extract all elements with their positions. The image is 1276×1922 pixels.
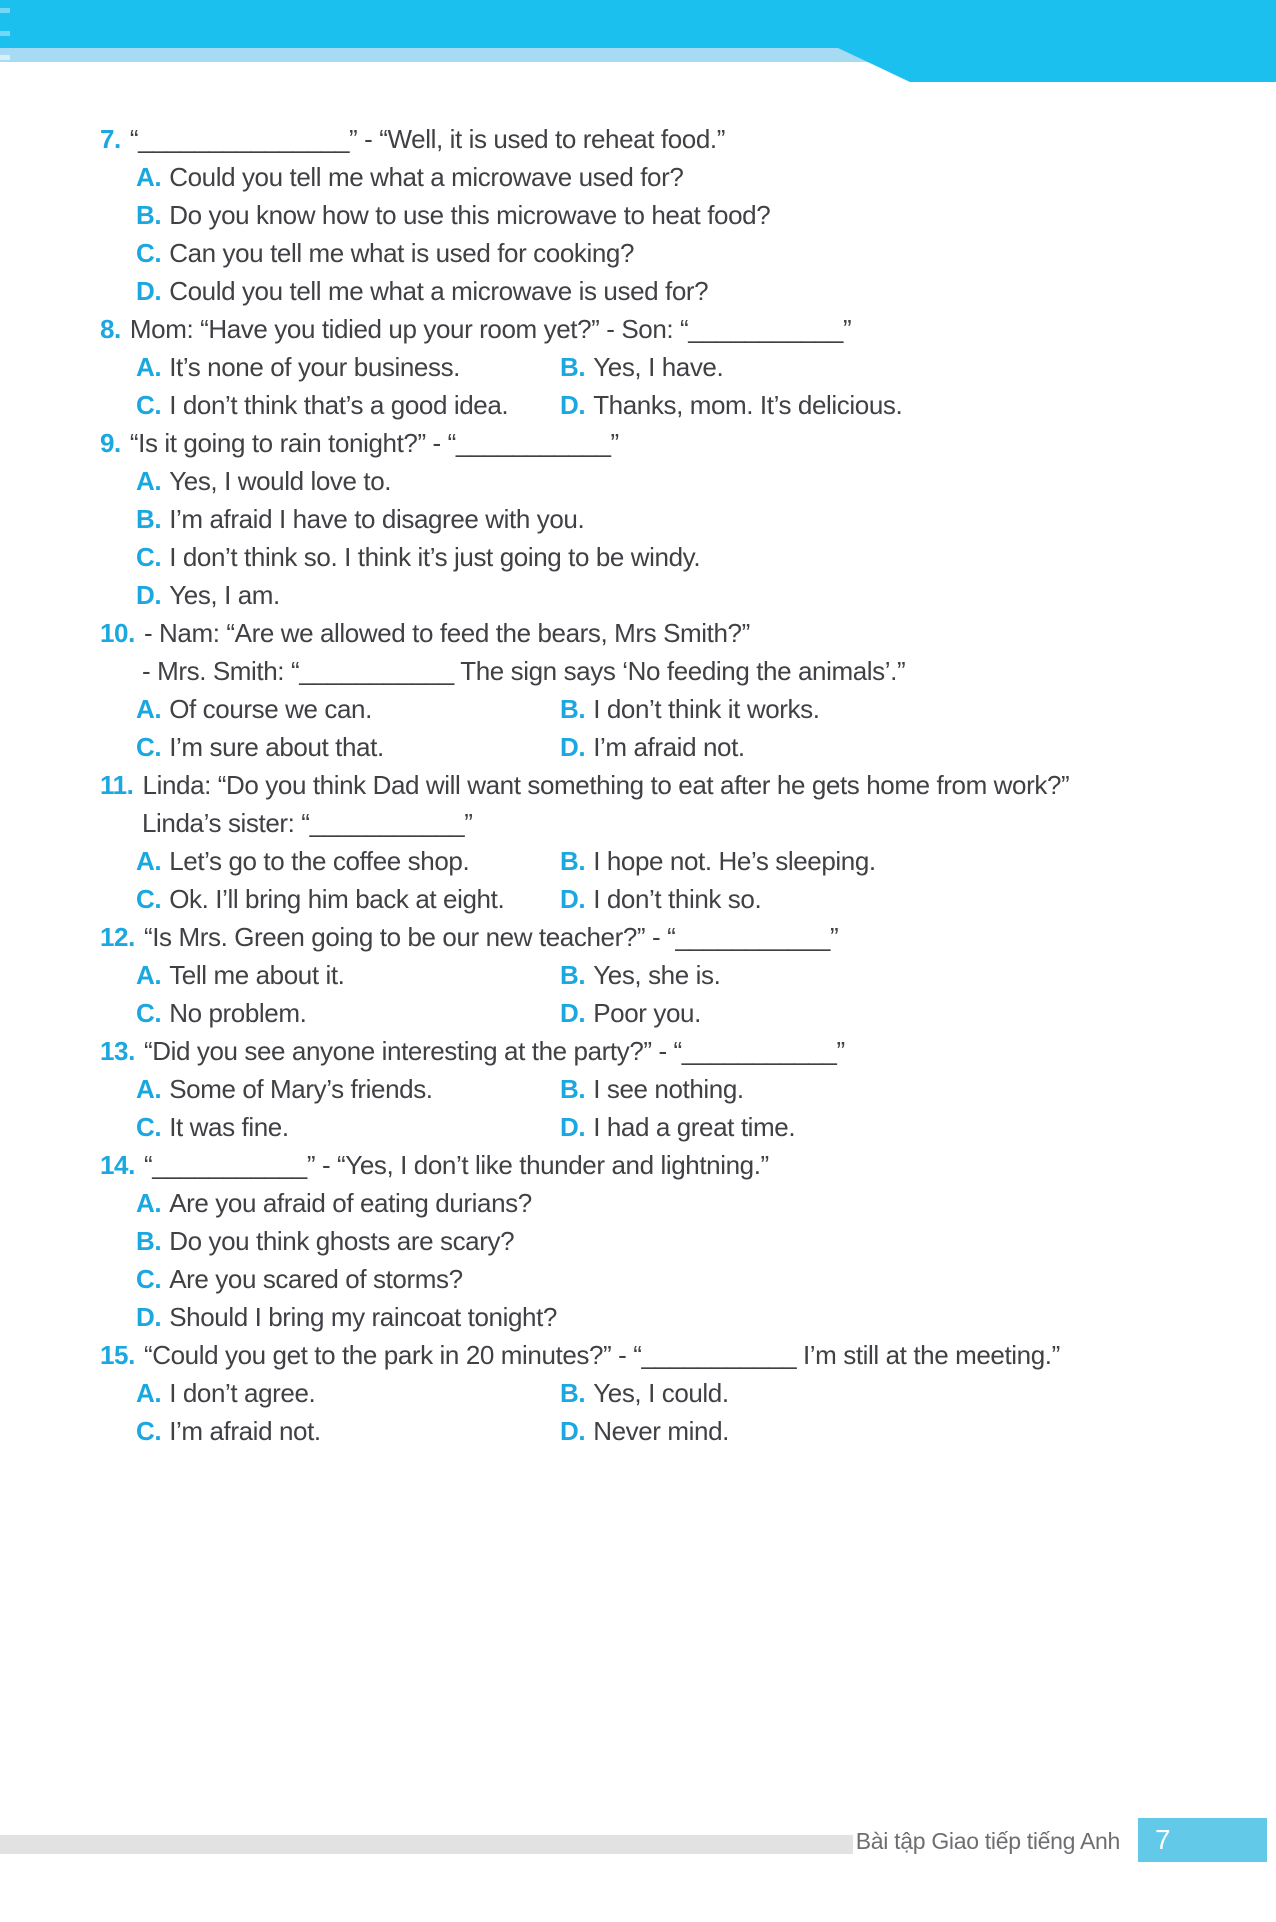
footer-book-title: Bài tập Giao tiếp tiếng Anh: [855, 1828, 1120, 1854]
option-13B: [560, 1070, 1256, 1108]
option-label: C.: [136, 390, 162, 420]
option-label: C.: [136, 542, 162, 572]
option-label: A.: [136, 960, 162, 990]
option-text: Never mind.: [593, 1416, 729, 1446]
question-text: Linda’s sister: “___________”: [142, 808, 473, 838]
question-number: 15.: [100, 1340, 135, 1370]
option-label: B.: [560, 1378, 586, 1408]
option-label: D.: [136, 1302, 162, 1332]
option-text: Tell me about it.: [169, 960, 345, 990]
option-label: A.: [136, 1074, 162, 1104]
option-15D: [560, 1412, 1256, 1450]
option-9D: [136, 576, 1256, 614]
option-8D: [560, 386, 1256, 424]
question-text: “Is Mrs. Green going to be our new teacher?” - “___________”: [143, 922, 839, 952]
option-label: B.: [560, 694, 586, 724]
question-options: [100, 348, 1256, 424]
question-line: [100, 424, 1256, 462]
option-13A: [136, 1070, 560, 1108]
option-label: D.: [560, 1112, 586, 1142]
option-13C: [136, 1108, 560, 1146]
option-text: I’m afraid I have to disagree with you.: [169, 504, 585, 534]
option-text: Yes, she is.: [593, 960, 721, 990]
option-10A: [136, 690, 560, 728]
page-number: 7: [1155, 1824, 1171, 1855]
option-text: Let’s go to the coffee shop.: [169, 846, 470, 876]
question-number: 13.: [100, 1036, 135, 1066]
question-11: [100, 766, 1256, 918]
option-7C: [136, 234, 1256, 272]
option-label: A.: [136, 162, 162, 192]
question-text: - Nam: “Are we allowed to feed the bears, Mrs Smith?”: [143, 618, 750, 648]
option-label: D.: [560, 732, 586, 762]
option-text: Thanks, mom. It’s delicious.: [593, 390, 903, 420]
option-label: B.: [560, 960, 586, 990]
option-8C: [136, 386, 560, 424]
option-label: B.: [136, 504, 162, 534]
option-label: B.: [560, 846, 586, 876]
question-options: [100, 1070, 1256, 1146]
option-14C: [136, 1260, 1256, 1298]
option-label: A.: [136, 466, 162, 496]
option-text: I’m afraid not.: [593, 732, 745, 762]
option-7B: [136, 196, 1256, 234]
option-text: Do you think ghosts are scary?: [169, 1226, 515, 1256]
option-label: A.: [136, 1378, 162, 1408]
question-options: [100, 842, 1256, 918]
option-text: Yes, I could.: [593, 1378, 729, 1408]
questions-list: [100, 120, 1256, 1450]
option-text: Of course we can.: [169, 694, 372, 724]
option-text: It was fine.: [169, 1112, 289, 1142]
option-text: Could you tell me what a microwave used for?: [169, 162, 684, 192]
question-text: “Could you get to the park in 20 minutes?” - “___________ I’m still at the meeting.”: [143, 1340, 1060, 1370]
question-line: [100, 310, 1256, 348]
question-options: [100, 462, 1256, 614]
question-text: - Mrs. Smith: “___________ The sign says ‘No feeding the animals’.”: [142, 656, 906, 686]
option-8A: [136, 348, 560, 386]
option-text: Ok. I’ll bring him back at eight.: [169, 884, 505, 914]
option-8B: [560, 348, 1256, 386]
option-11D: [560, 880, 1256, 918]
question-number: 11.: [100, 770, 134, 800]
option-14B: [136, 1222, 1256, 1260]
option-text: Yes, I am.: [169, 580, 280, 610]
option-text: I had a great time.: [593, 1112, 796, 1142]
option-label: A.: [136, 846, 162, 876]
option-11A: [136, 842, 560, 880]
header-corner-tab: [838, 48, 1276, 82]
question-line: [100, 918, 1256, 956]
option-9C: [136, 538, 1256, 576]
question-number: 10.: [100, 618, 135, 648]
option-label: C.: [136, 884, 162, 914]
question-7: [100, 120, 1256, 310]
option-label: C.: [136, 1264, 162, 1294]
option-label: C.: [136, 1416, 162, 1446]
header-light-strip: [0, 48, 872, 62]
option-14D: [136, 1298, 1256, 1336]
option-text: Yes, I would love to.: [169, 466, 392, 496]
question-line: [100, 614, 1256, 652]
option-12C: [136, 994, 560, 1032]
option-text: Do you know how to use this microwave to heat food?: [169, 200, 771, 230]
option-label: B.: [560, 1074, 586, 1104]
question-options: [100, 1374, 1256, 1450]
question-10: [100, 614, 1256, 766]
option-text: Should I bring my raincoat tonight?: [169, 1302, 557, 1332]
option-9B: [136, 500, 1256, 538]
option-11B: [560, 842, 1256, 880]
question-options: [100, 158, 1256, 310]
option-label: B.: [136, 200, 162, 230]
page-number-badge: [1138, 1818, 1267, 1862]
question-line: [100, 1336, 1256, 1374]
option-10C: [136, 728, 560, 766]
option-9A: [136, 462, 1256, 500]
option-15A: [136, 1374, 560, 1412]
option-label: B.: [560, 352, 586, 382]
option-label: D.: [136, 276, 162, 306]
option-12B: [560, 956, 1256, 994]
option-7D: [136, 272, 1256, 310]
option-text: I’m afraid not.: [169, 1416, 321, 1446]
question-line: [100, 1146, 1256, 1184]
option-15B: [560, 1374, 1256, 1412]
option-label: A.: [136, 694, 162, 724]
question-13: [100, 1032, 1256, 1146]
option-text: Some of Mary’s friends.: [169, 1074, 433, 1104]
option-text: I hope not. He’s sleeping.: [593, 846, 876, 876]
question-number: 14.: [100, 1150, 135, 1180]
option-text: Are you scared of storms?: [169, 1264, 463, 1294]
option-text: I don’t agree.: [169, 1378, 316, 1408]
option-10B: [560, 690, 1256, 728]
question-number: 12.: [100, 922, 135, 952]
question-options: [100, 1184, 1256, 1336]
question-text: “_______________” - “Well, it is used to reheat food.”: [129, 124, 725, 154]
question-text: Mom: “Have you tidied up your room yet?” - Son: “___________”: [129, 314, 852, 344]
question-15: [100, 1336, 1256, 1450]
question-line: [100, 1032, 1256, 1070]
option-text: I don’t think so.: [593, 884, 762, 914]
option-14A: [136, 1184, 1256, 1222]
option-12D: [560, 994, 1256, 1032]
option-text: It’s none of your business.: [169, 352, 460, 382]
question-text: “Is it going to rain tonight?” - “___________”: [129, 428, 619, 458]
option-label: C.: [136, 732, 162, 762]
option-text: Can you tell me what is used for cooking?: [169, 238, 635, 268]
question-14: [100, 1146, 1256, 1336]
question-line: [100, 766, 1256, 804]
option-label: D.: [560, 1416, 586, 1446]
option-text: No problem.: [169, 998, 307, 1028]
binding-mark-icon: [0, 55, 10, 60]
option-label: D.: [560, 390, 586, 420]
question-number: 7.: [100, 124, 121, 154]
question-9: [100, 424, 1256, 614]
option-11C: [136, 880, 560, 918]
option-label: C.: [136, 1112, 162, 1142]
question-options: [100, 690, 1256, 766]
option-text: I don’t think it works.: [593, 694, 820, 724]
option-label: D.: [560, 884, 586, 914]
question-number: 8.: [100, 314, 121, 344]
binding-mark-icon: [0, 31, 10, 36]
header-band: [0, 0, 1276, 48]
question-line: [100, 652, 1256, 690]
option-15C: [136, 1412, 560, 1450]
option-text: Yes, I have.: [593, 352, 724, 382]
option-text: I don’t think so. I think it’s just going to be windy.: [169, 542, 701, 572]
question-line: [100, 804, 1256, 842]
question-line: [100, 120, 1256, 158]
option-label: D.: [136, 580, 162, 610]
option-text: I’m sure about that.: [169, 732, 384, 762]
question-options: [100, 956, 1256, 1032]
option-label: D.: [560, 998, 586, 1028]
option-label: B.: [136, 1226, 162, 1256]
option-text: Could you tell me what a microwave is used for?: [169, 276, 709, 306]
question-text: “___________” - “Yes, I don’t like thunder and lightning.”: [143, 1150, 769, 1180]
option-label: C.: [136, 238, 162, 268]
binding-mark-icon: [0, 8, 10, 13]
option-text: I don’t think that’s a good idea.: [169, 390, 509, 420]
option-13D: [560, 1108, 1256, 1146]
option-text: I see nothing.: [593, 1074, 744, 1104]
question-number: 9.: [100, 428, 121, 458]
option-label: C.: [136, 998, 162, 1028]
option-10D: [560, 728, 1256, 766]
option-text: Are you afraid of eating durians?: [169, 1188, 532, 1218]
option-text: Poor you.: [593, 998, 701, 1028]
question-text: Linda: “Do you think Dad will want something to eat after he gets home from work?”: [142, 770, 1070, 800]
question-12: [100, 918, 1256, 1032]
option-12A: [136, 956, 560, 994]
question-text: “Did you see anyone interesting at the party?” - “___________”: [143, 1036, 845, 1066]
question-8: [100, 310, 1256, 424]
option-label: A.: [136, 352, 162, 382]
option-label: A.: [136, 1188, 162, 1218]
option-7A: [136, 158, 1256, 196]
